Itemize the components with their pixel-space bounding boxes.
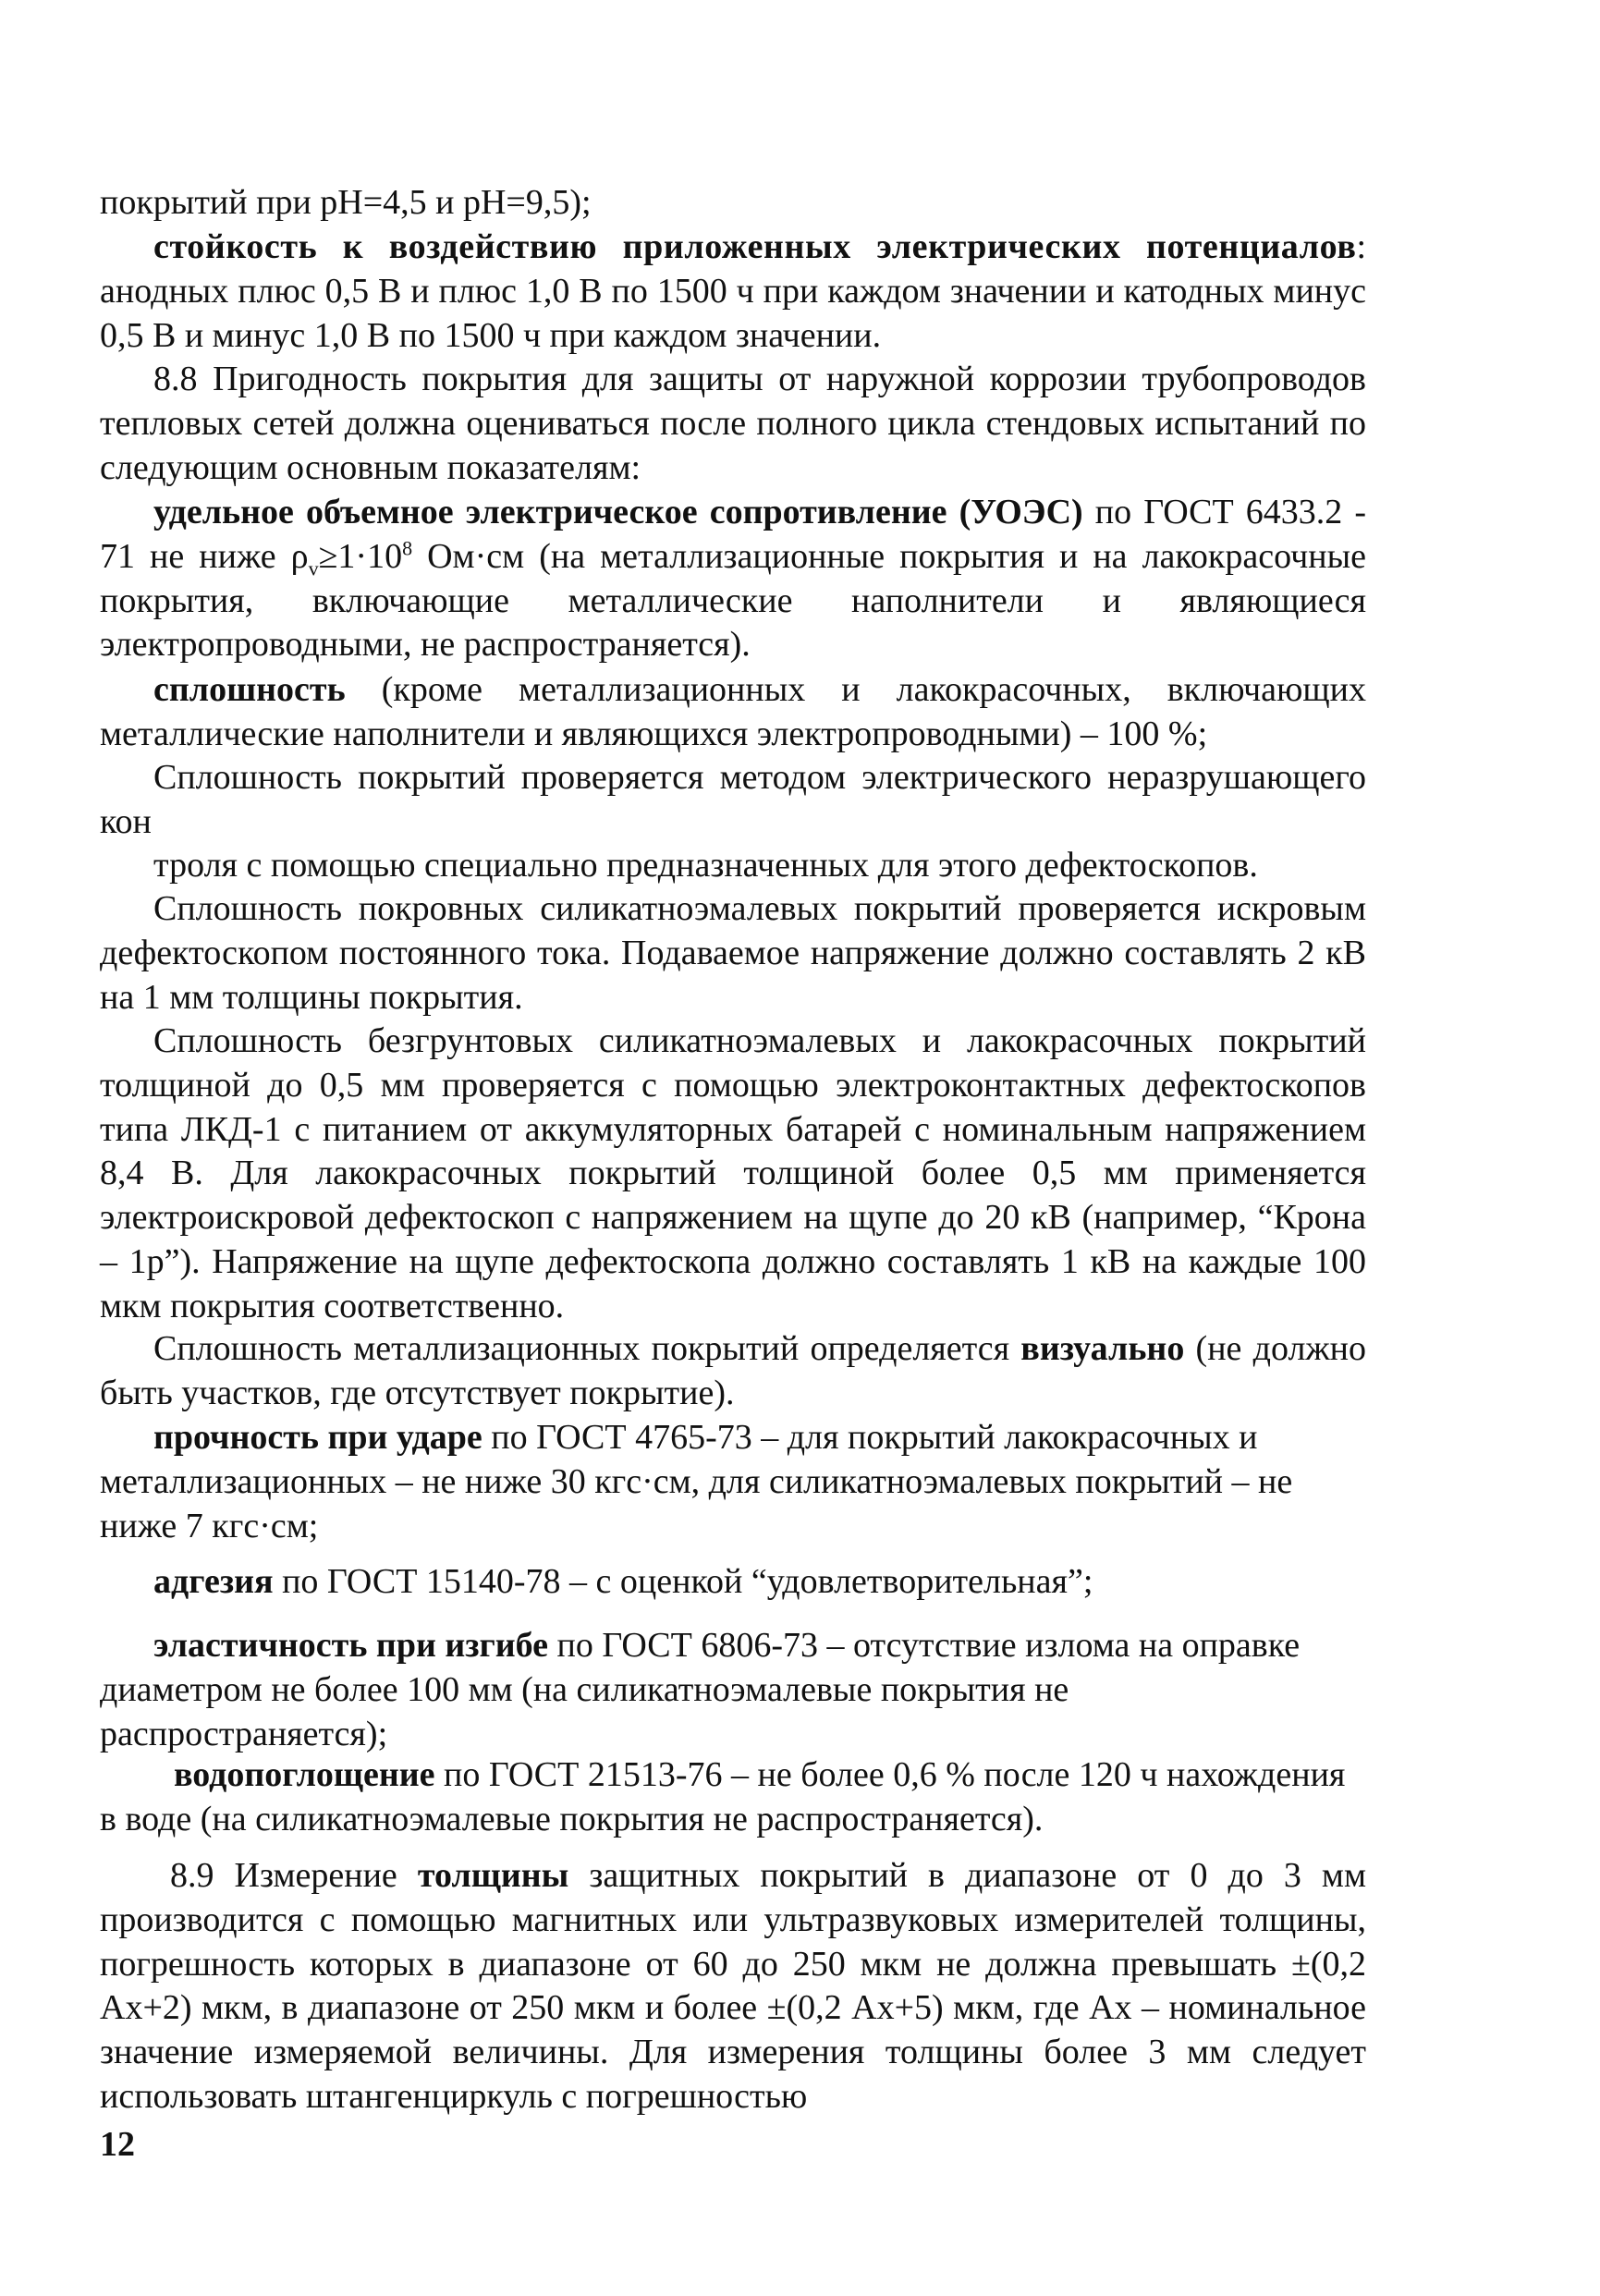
paragraph-text: защитных покрытий в диапазоне от 0 до 3 мм производится с помощью магнитных или ультразвуковых измерителей толщины, погрешность которых в диапазоне от 60 до 250 мкм не должна превышать ±(0,2 Ax+2) мкм, в диапазоне от 250 мкм и более ±(0,2 Ax+5) мкм, где Ax – номинальное значение измеряемой величины. Для измерения толщины более 3 мм следует использовать штангенциркуль с погрешностью [100,1856,1367,2116]
paragraph-spark-detector [100,887,1366,1020]
term-thickness: толщины [417,1856,569,1895]
paragraph-impact-strength [100,1416,1338,1548]
paragraph-adhesion [100,1560,1366,1605]
paragraph-electric-potentials [100,226,1366,358]
paragraph-bend-elasticity [100,1624,1338,1756]
paragraph-text: по ГОСТ 4765-73 – для покрытий лакокрасочных и металлизационных – не ниже 30 кгс·см, для силикатноэмалевых покрытий – не ниже 7 кгс·см; [100,1418,1293,1545]
page-number: 12 [100,2125,135,2164]
superscript-8: 8 [402,536,413,560]
paragraph-contact-detectors [100,1020,1366,1329]
term-adhesion: адгезия [153,1562,274,1601]
paragraph-text: по ГОСТ 6433.2 - 71 не ниже ρ [100,493,1366,576]
paragraph-continuity-check [100,756,1366,845]
term-impact-strength: прочность при ударе [153,1418,482,1457]
paragraph-continuity [100,668,1366,757]
paragraph-text: покрытий при pH=4,5 и pH=9,5); [100,183,592,222]
paragraph-text: Сплошность покровных силикатноэмалевых покрытий проверяется искровым дефектоскопом постоянного тока. Подаваемое напряжение должно составлять 2 кВ на 1 мм толщины покрытия. [100,889,1366,1017]
paragraph-metallization-visual [100,1327,1366,1416]
term-bend-elasticity: эластичность при изгибе [153,1626,549,1665]
paragraph-text: по ГОСТ 6806-73 – отсутствие излома на оправке диаметром не более 100 мм (на силикатноэмалевые покрытия не распространяется); [100,1626,1301,1753]
subscript-v: v [308,556,319,580]
paragraph-ph-continuation [100,181,1366,226]
paragraph-text: (не должно быть участков, где отсутствует покрытие). [100,1329,1367,1412]
paragraph-text: ≥1·10 [318,536,403,576]
paragraph-text: Ом·см (на металлизационные покрытия и на лакокрасочные покрытия, включающие металлические наполнители и являющиеся электропроводными, не распространяется). [100,536,1366,665]
paragraph-text: по ГОСТ 15140-78 – с оценкой “удовлетворительная”; [273,1562,1093,1601]
term-water-absorption: водопоглощение [174,1755,435,1794]
term-electric-potentials: стойкость к воздействию приложенных электрических потенциалов [153,227,1357,266]
term-visually: визуально [1020,1329,1185,1368]
paragraph-section-8-9 [100,1854,1366,2119]
paragraph-text: 8.9 Измерение [170,1856,418,1895]
paragraph-water-absorption [100,1753,1366,1842]
term-resistivity: удельное объемное электрическое сопротивление (УОЭС) [153,493,1083,531]
paragraph-text: 8.8 Пригодность покрытия для защиты от наружной коррозии трубопроводов тепловых сетей должна оцениваться после полного цикла стендовых испытаний по следующим основным показателям: [100,360,1366,487]
paragraph-text: (кроме металлизационных и лакокрасочных, включающих металлические наполнители и являющихся электропроводными) – 100 %; [100,670,1366,753]
term-continuity: сплошность [153,670,346,709]
paragraph-text: : анодных плюс 0,5 В и плюс 1,0 В по 1500 ч при каждом значении и катодных минус 0,5 В и минус 1,0 В по 1500 ч при каждом значении. [100,227,1366,355]
paragraph-text: троля с помощью специально предназначенных для этого дефектоскопов. [153,846,1258,885]
paragraph-section-8-8 [100,358,1366,490]
paragraph-text: по ГОСТ 21513-76 – не более 0,6 % после 120 ч нахождения в воде (на силикатноэмалевые покрытия не распространяется). [100,1755,1346,1838]
paragraph-text: Сплошность металлизационных покрытий определяется [153,1329,1021,1368]
paragraph-text: Сплошность безгрунтовых силикатноэмалевых и лакокрасочных покрытий толщиной до 0,5 мм проверяется с помощью электроконтактных дефектоскопов типа ЛКД-1 с питанием от аккумуляторных батарей с номинальным напряжением 8,4 В. Для лакокрасочных покрытий толщиной более 0,5 мм применяется электроискровой дефектоскоп с напряжением на щупе до 20 кВ (например, “Крона – 1р”). Напряжение на щупе дефектоскопа должно составлять 1 кВ на каждые 100 мкм покрытия соответственно. [100,1021,1366,1325]
paragraph-continuity-check-tail [100,844,1366,888]
paragraph-resistivity [100,491,1366,667]
paragraph-text: Сплошность покрытий проверяется методом электрического неразрушающего кон [100,758,1366,841]
